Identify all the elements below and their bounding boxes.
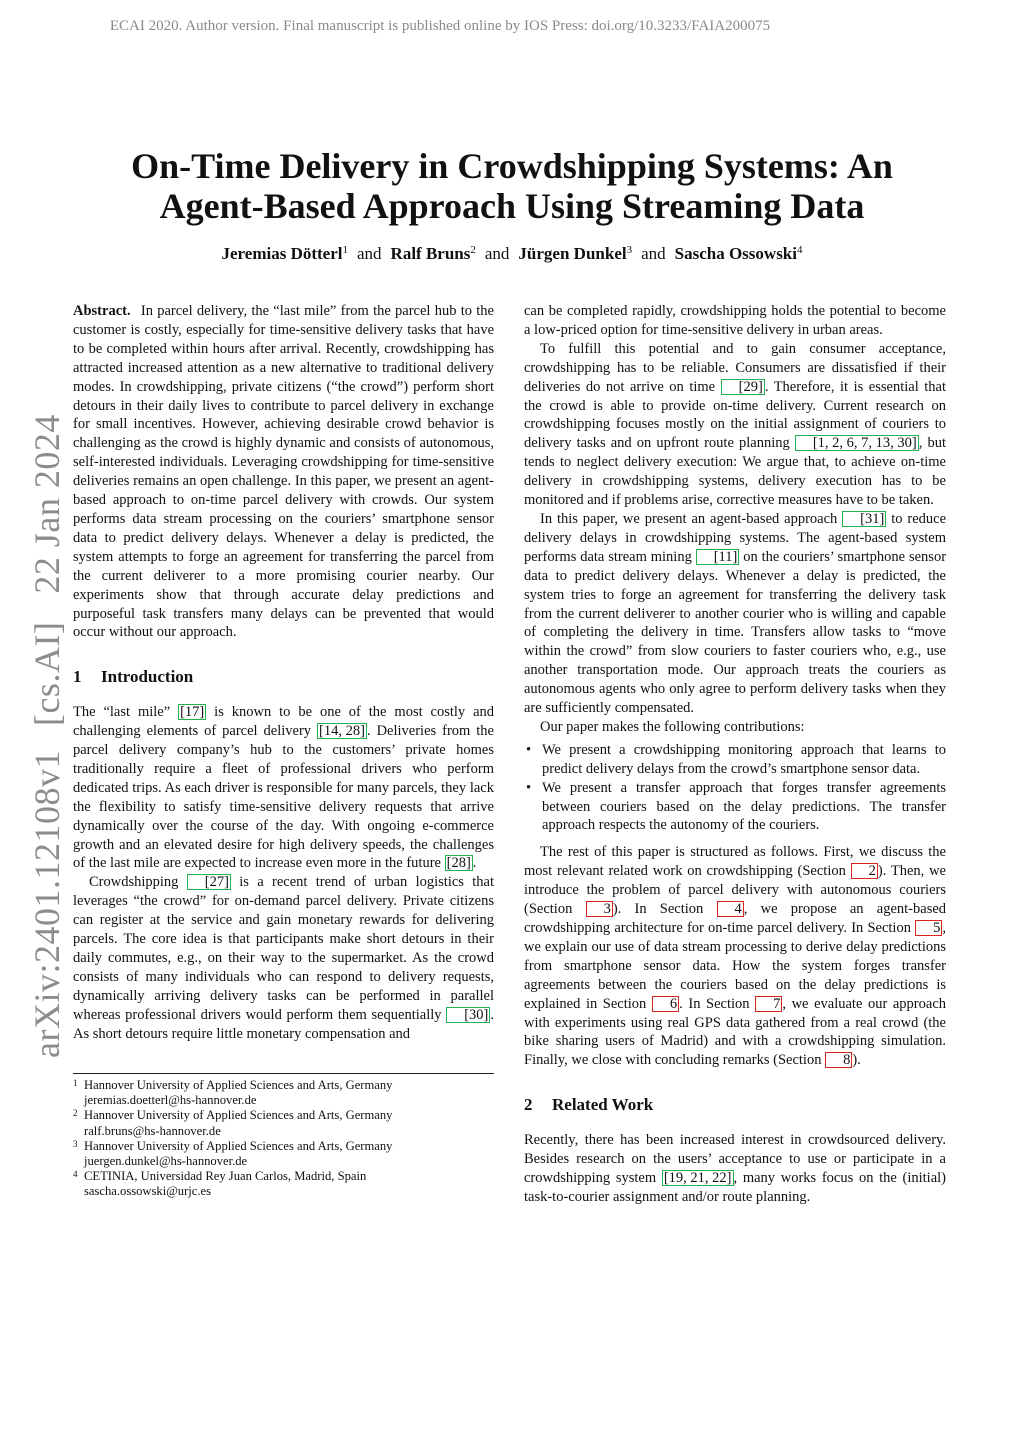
right-paragraph-2 bbox=[524, 510, 946, 718]
text-run: . As short detours require little monetary compensation and bbox=[73, 1006, 494, 1042]
citation-link[interactable]: [31] bbox=[842, 511, 886, 527]
section-link[interactable]: 7 bbox=[755, 996, 782, 1012]
footnote bbox=[73, 1169, 494, 1199]
author-list bbox=[0, 244, 1024, 264]
bullet-icon: • bbox=[526, 741, 532, 758]
section-title: Introduction bbox=[101, 667, 194, 687]
text-run: . Therefore, it is essential that the crowd is able to provide on-time delivery. Current research on crowdshipping focuses mostly on the initial assignment of couriers to delivery tasks and on upfront route planning bbox=[524, 378, 946, 452]
footnote-affiliation: CETINIA, Universidad Rey Juan Carlos, Madrid, Spain bbox=[84, 1169, 367, 1184]
text-run: ). bbox=[852, 1052, 861, 1069]
author-1: Jeremias Dötterl bbox=[221, 244, 343, 263]
author-separator: and bbox=[357, 244, 382, 263]
text-run: ). Then, we introduce the problem of parcel delivery with autonomous couriers (Section bbox=[524, 863, 946, 918]
footnote-affiliation: Hannover University of Applied Sciences and Arts, Germany bbox=[84, 1138, 393, 1153]
right-column bbox=[524, 302, 946, 1207]
section-link[interactable]: 3 bbox=[586, 901, 613, 917]
footnote-affiliation: Hannover University of Applied Sciences and Arts, Germany bbox=[84, 1078, 393, 1092]
arxiv-stamp bbox=[26, 414, 68, 1058]
author-separator: and bbox=[484, 244, 510, 263]
text-run: The “last mile” bbox=[73, 704, 171, 721]
text-run: , but tends to neglect delivery execution: We argue that, to achieve on-time delivery in crowdshipping systems, delivery execution has to be monitored and if problems arise, corrective measures have to be taken. bbox=[524, 435, 946, 509]
right-paragraph-1 bbox=[524, 340, 946, 510]
text-run: The rest of this paper is structured as follows. First, we discuss the most relevant related work on crowdshipping (Section bbox=[524, 844, 946, 880]
citation-link[interactable]: [30] bbox=[446, 1007, 490, 1023]
citation-link[interactable]: [1, 2, 6, 7, 13, 30] bbox=[795, 435, 919, 451]
author-3: Jürgen Dunkel bbox=[518, 244, 627, 263]
citation-link[interactable]: [19, 21, 22] bbox=[663, 1169, 732, 1186]
text-run: To fulfill this potential and to gain consumer acceptance, crowdshipping has to be reliable. Consumers are dissatisfied if their deliveries do not arrive on time bbox=[524, 340, 946, 395]
contributions-list bbox=[524, 741, 946, 836]
text-run: on the couriers’ smartphone sensor data to predict delivery delays. Whenever a delay is predicted, the system tries to forge an agreement for transferring the delivery task from the current deliverer to another courier who is willing and capable of completing the delivery in time. Transfers allow tasks to “move within the crowd” from slow couriers to faster couriers who, e.g., use another transportation mode. Our approach treats the couriers as autonomous agents who only agree to perform delivery tasks when they are sufficiently compensated. bbox=[524, 548, 947, 717]
author-2-mark: 2 bbox=[470, 244, 476, 256]
author-4-mark: 4 bbox=[797, 244, 803, 256]
list-item-text: We present a crowdshipping monitoring approach that learns to predict delivery delays from the crowd’s smartphone sensor data. bbox=[542, 741, 946, 777]
abstract-text: In parcel delivery, the “last mile” from the parcel hub to the customer is costly, especially for time-sensitive delivery tasks that have to be completed within hours after arrival. Recently, crowdshipping has attracted increased attention as a new alternative to traditional delivery modes. In crowdshipping, private citizens (“the crowd”) perform short detours in their daily lives to contribute to parcel delivery in exchange for small incentives. However, achieving desirable crowd behavior is challenging as the crowd is highly dynamic and consists of autonomous, self-interested individuals. Leveraging crowdshipping for time-sensitive deliveries remains an open challenge. In this paper, we present an agent-based approach to on-time parcel delivery with crowds. Our system performs data stream processing on the couriers’ smartphone sensor data to predict delivery delays. Whenever a delay is predicted, the system attempts to forge an agreement for transferring the parcel from the current deliverer to a more promising courier nearby. Our experiments show that through accurate delay predictions and purposeful task transfers many delays can be prevented that would occur without our approach. bbox=[73, 303, 494, 641]
footnote-mark: 4 bbox=[73, 1169, 78, 1180]
text-run: , many works focus on the (initial) task-to-courier assignment and/or route planning. bbox=[524, 1169, 947, 1205]
footnote-email: sascha.ossowski@urjc.es bbox=[84, 1184, 212, 1199]
section-link[interactable]: 2 bbox=[851, 863, 878, 879]
text-run: Crowdshipping bbox=[89, 874, 179, 891]
footnote-mark: 3 bbox=[73, 1138, 78, 1149]
author-3-mark: 3 bbox=[626, 244, 633, 256]
text-run: is a recent trend of urban logistics that leverages “the crowd” for on-demand parcel delivery. Private citizens can register at the service and gain monetary rewards for delivering parcels. The core idea is that participants make short detours in their daily commutes, e.g., on their way to the supermarket. As the crowd consists of many individuals who can respond to delivery requests, dynamically arriving delivery tasks can be performed in parallel whereas professional drivers would perform them sequentially bbox=[73, 874, 494, 1023]
author-4: Sascha Ossowski bbox=[674, 244, 797, 263]
citation-link[interactable]: [14, 28] bbox=[319, 723, 365, 740]
footnote-email: juergen.dunkel@hs-hannover.de bbox=[84, 1154, 248, 1169]
right-paragraph-4 bbox=[524, 843, 946, 1070]
section-number: 1 bbox=[73, 667, 82, 687]
citation-link[interactable]: [28] bbox=[446, 855, 471, 872]
footnote bbox=[73, 1108, 494, 1138]
right-paragraph-0: can be completed rapidly, crowdshipping holds the potential to become a low-priced option for time-sensitive delivery in urban areas. bbox=[524, 303, 946, 338]
header-note: ECAI 2020. Author version. Final manuscript is published online by IOS Press: doi.org/10.3233/FAIA200075 bbox=[109, 18, 771, 34]
arxiv-category: [cs.AI] bbox=[27, 621, 67, 727]
text-run: . bbox=[472, 855, 477, 872]
citation-link[interactable]: [27] bbox=[187, 874, 231, 890]
text-run: , we propose an agent-based crowdshipping architecture for on-time parcel delivery. In Section bbox=[524, 901, 947, 936]
section-link[interactable]: 5 bbox=[915, 920, 942, 936]
footnote-affiliation: Hannover University of Applied Sciences and Arts, Germany bbox=[84, 1108, 393, 1123]
author-2: Ralf Bruns bbox=[390, 244, 471, 263]
section-heading-introduction bbox=[73, 668, 494, 687]
section-title: Related Work bbox=[552, 1095, 654, 1115]
right-paragraph-3: Our paper makes the following contributions: bbox=[540, 718, 805, 735]
section-link[interactable]: 4 bbox=[717, 901, 744, 917]
intro-paragraph-1 bbox=[73, 703, 494, 873]
citation-link[interactable]: [11] bbox=[696, 549, 740, 565]
intro-paragraph-2 bbox=[73, 873, 494, 1043]
section-link[interactable]: 6 bbox=[652, 996, 679, 1012]
list-item bbox=[524, 779, 946, 836]
text-run: . In Section bbox=[679, 995, 750, 1012]
footnote bbox=[73, 1139, 494, 1169]
author-1-mark: 1 bbox=[342, 244, 348, 256]
abstract-label: Abstract. bbox=[73, 303, 131, 319]
footnote bbox=[73, 1078, 494, 1108]
text-run: . Deliveries from the parcel delivery company’s hub to the customers’ private homes traditionally require a fleet of professional drivers who perform dedicated trips. As each driver is responsible for many parcels, they lack the flexibility to satisfy time-sensitive delivery requests that arrive dynamically over the course of the day. With ongoing e-commerce growth and an elevated desire for high delivery speeds, the challenges of the last mile are expected to increase even more in the future bbox=[73, 723, 494, 872]
text-run: , we explain our use of data stream processing to derive delay predictions from smartphone sensor data. How the system forges transfer agreements between the couriers based on the delay predictions is explained in Section bbox=[524, 920, 947, 1012]
abstract bbox=[73, 302, 494, 642]
text-run: , we evaluate our approach with experiments using real GPS data gathered from a real crowd (the bike sharing users of Madrid) and with a crowdshipping simulation. Finally, we close with concluding remarks (Section bbox=[524, 995, 947, 1069]
text-run: In this paper, we present an agent-based approach bbox=[540, 510, 838, 527]
citation-link[interactable]: [29] bbox=[721, 379, 765, 395]
author-separator: and bbox=[641, 244, 666, 263]
left-column bbox=[73, 302, 494, 1044]
footnote-mark: 2 bbox=[73, 1108, 78, 1119]
text-run: ). In Section bbox=[612, 901, 704, 918]
list-item bbox=[524, 741, 946, 779]
footnote-mark: 1 bbox=[73, 1078, 78, 1088]
title-line-1: On-Time Delivery in Crowdshipping Systems: An bbox=[131, 146, 893, 186]
footnote-email: ralf.bruns@hs-hannover.de bbox=[84, 1123, 221, 1138]
text-run: to reduce delivery delays in crowdshipping systems. The agent-based system performs data stream mining bbox=[524, 510, 947, 565]
related-work-paragraph bbox=[524, 1131, 946, 1207]
footnotes bbox=[73, 1073, 494, 1200]
title-line-2: Agent-Based Approach Using Streaming Data bbox=[159, 186, 865, 226]
arxiv-id: arXiv:2401.12108v1 bbox=[27, 750, 67, 1058]
footnote-email: jeremias.doetterl@hs-hannover.de bbox=[84, 1093, 257, 1108]
paper-title bbox=[80, 146, 944, 226]
citation-link[interactable]: [17] bbox=[180, 704, 205, 721]
arxiv-date: 22 Jan 2024 bbox=[27, 414, 67, 594]
section-number: 2 bbox=[524, 1095, 533, 1115]
text-run: Recently, there has been increased interest in crowdsourced delivery. Besides research on the users’ acceptance to use or participate in a crowdshipping system bbox=[524, 1132, 946, 1186]
list-item-text: We present a transfer approach that forges transfer agreements between couriers based on the delay predictions. The transfer approach respects the autonomy of the couriers. bbox=[542, 779, 946, 834]
bullet-icon: • bbox=[526, 779, 532, 796]
text-run: is known to be one of the most costly and challenging elements of parcel delivery bbox=[73, 704, 495, 740]
section-heading-related-work bbox=[524, 1096, 946, 1115]
section-link[interactable]: 8 bbox=[825, 1052, 852, 1068]
